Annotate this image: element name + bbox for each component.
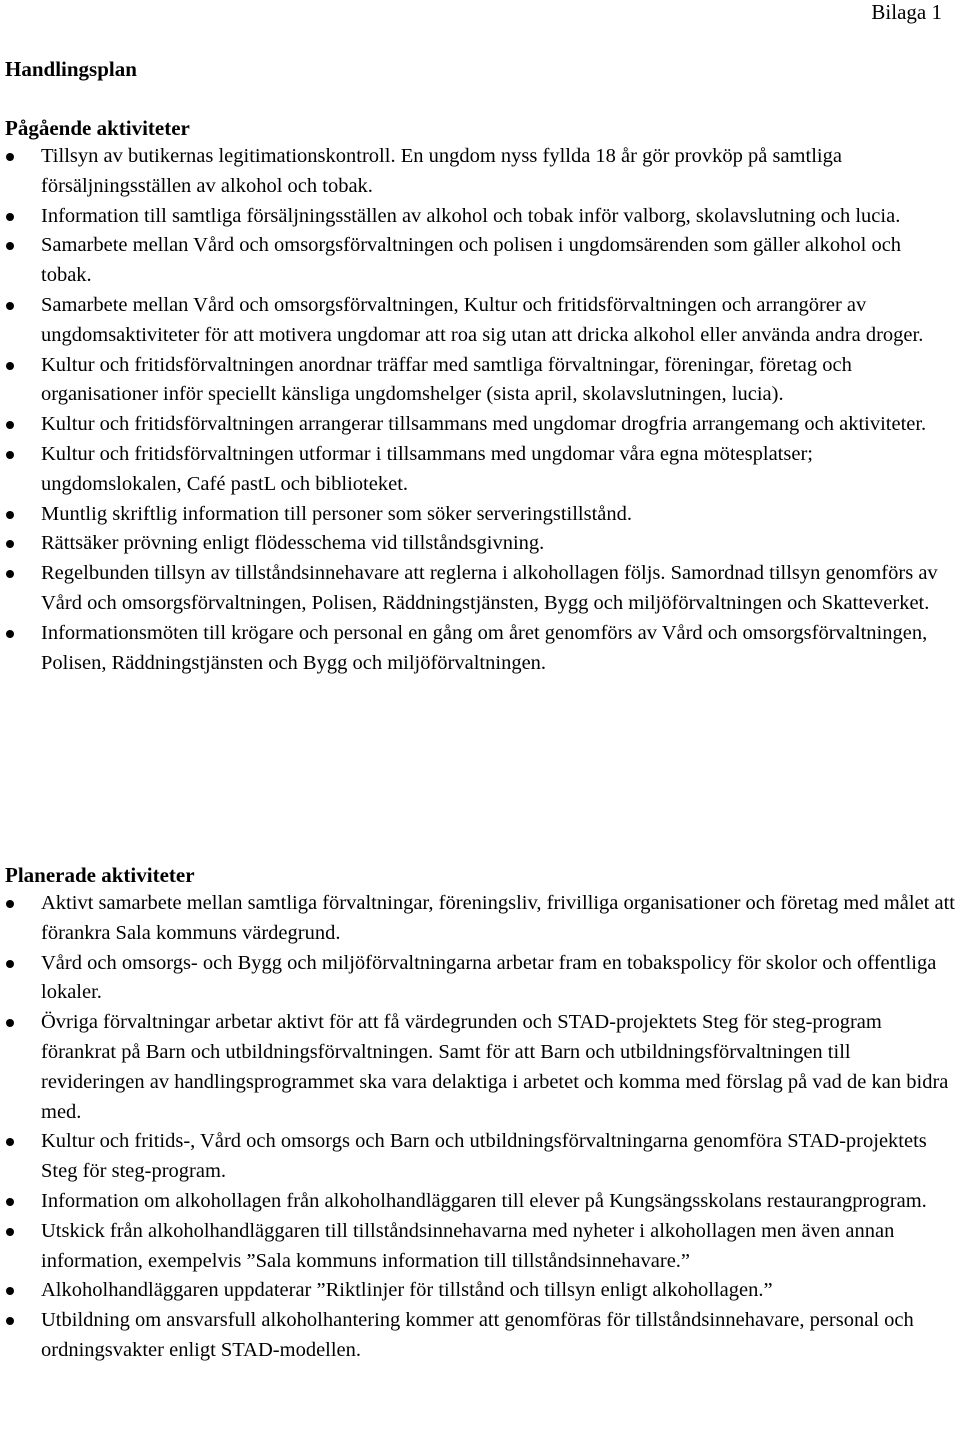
planned-activities-list — [0, 889, 960, 1366]
list-item: Utskick från alkoholhandläggaren till tillståndsinnehavarna med nyheter i alkohollagen men även annan information, exempelvis ”Sala kommuns information till tillståndsinnehavare.” — [0, 1217, 960, 1277]
list-item: Utbildning om ansvarsfull alkoholhantering kommer att genomföras för tillståndsinnehavare, personal och ordningsvakter enligt STAD-modellen. — [0, 1306, 960, 1366]
list-item: Samarbete mellan Vård och omsorgsförvaltningen och polisen i ungdomsärenden som gäller alkohol och tobak. — [0, 231, 960, 291]
ongoing-activities-list — [0, 142, 960, 678]
list-item: Samarbete mellan Vård och omsorgsförvaltningen, Kultur och fritidsförvaltningen och arrangörer av ungdomsaktiviteter för att motivera ungdomar att roa sig utan att dricka alkohol eller använda andra droger. — [0, 291, 960, 351]
list-item: Regelbunden tillsyn av tillståndsinnehavare att reglerna i alkohollagen följs. Samordnad tillsyn genomförs av Vård och omsorgsförvaltningen, Polisen, Räddningstjänsten, Bygg och miljöförvaltningen och Skatteverket. — [0, 559, 960, 619]
list-item: Aktivt samarbete mellan samtliga förvaltningar, föreningsliv, frivilliga organisationer och företag med målet att förankra Sala kommuns värdegrund. — [0, 889, 960, 949]
list-item: Kultur och fritidsförvaltningen anordnar träffar med samtliga förvaltningar, föreningar, företag och organisationer inför speciellt känsliga ungdomshelger (sista april, skolavslutningen, lucia). — [0, 351, 960, 411]
list-item: Vård och omsorgs- och Bygg och miljöförvaltningarna arbetar fram en tobakspolicy för skolor och offentliga lokaler. — [0, 949, 960, 1009]
document-title: Handlingsplan — [5, 57, 137, 81]
list-item: Kultur och fritids-, Vård och omsorgs och Barn och utbildningsförvaltningarna genomföra STAD-projektets Steg för steg-program. — [0, 1127, 960, 1187]
list-item: Övriga förvaltningar arbetar aktivt för att få värdegrunden och STAD-projektets Steg för steg-program förankrat på Barn och utbildningsförvaltningen. Samt för att Barn och utbildningsförvaltningen till revideringen av handlingsprogrammet ska vara delaktiga i arbetet och komma med förslag på vad de kan bidra med. — [0, 1008, 960, 1127]
list-item: Alkoholhandläggaren uppdaterar ”Riktlinjer för tillstånd och tillsyn enligt alkohollagen.” — [0, 1276, 960, 1306]
ongoing-activities-section — [0, 114, 960, 678]
list-item: Muntlig skriftlig information till personer som söker serveringstillstånd. — [0, 500, 960, 530]
list-item: Rättsäker prövning enligt flödesschema vid tillståndsgivning. — [0, 529, 960, 559]
list-item: Information om alkohollagen från alkoholhandläggaren till elever på Kungsängsskolans restaurangprogram. — [0, 1187, 960, 1217]
list-item: Kultur och fritidsförvaltningen utformar i tillsammans med ungdomar våra egna mötesplatser; ungdomslokalen, Café pastL och biblioteket. — [0, 440, 960, 500]
annex-label: Bilaga 1 — [871, 0, 942, 24]
planned-activities-heading: Planerade aktiviteter — [5, 863, 195, 887]
ongoing-activities-heading: Pågående aktiviteter — [5, 116, 190, 140]
list-item: Tillsyn av butikernas legitimationskontroll. En ungdom nyss fyllda 18 år gör provköp på samtliga försäljningsställen av alkohol och tobak. — [0, 142, 960, 202]
list-item: Information till samtliga försäljningsställen av alkohol och tobak inför valborg, skolavslutning och lucia. — [0, 202, 960, 232]
list-item: Kultur och fritidsförvaltningen arrangerar tillsammans med ungdomar drogfria arrangemang och aktiviteter. — [0, 410, 960, 440]
planned-activities-section — [0, 861, 960, 1366]
list-item: Informationsmöten till krögare och personal en gång om året genomförs av Vård och omsorgsförvaltningen, Polisen, Räddningstjänsten och Bygg och miljöförvaltningen. — [0, 619, 960, 679]
